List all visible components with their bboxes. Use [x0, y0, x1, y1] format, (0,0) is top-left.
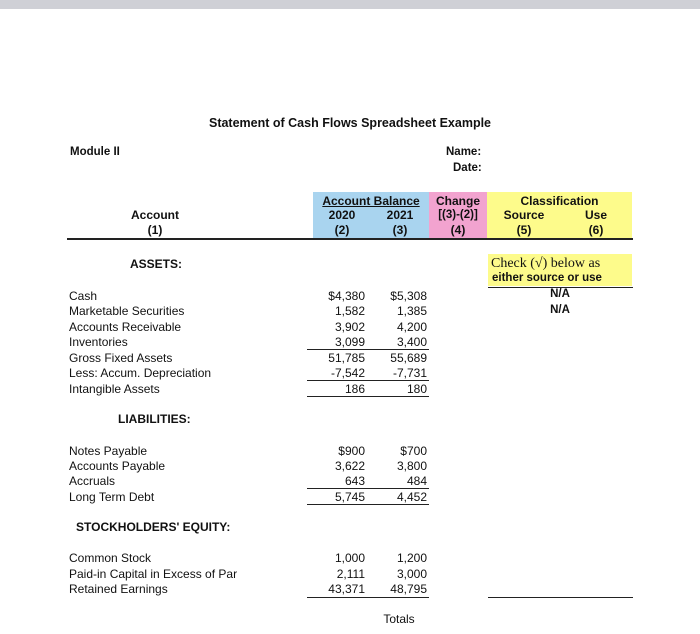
change-header: Change [435, 194, 480, 208]
equity-label: Paid-in Capital in Excess of Par [69, 567, 238, 581]
liability-2020: $900 [338, 444, 365, 458]
liability-label: Accruals [69, 474, 116, 488]
sheet-title: Statement of Cash Flows Spreadsheet Example [208, 116, 492, 130]
liability-2021: 4,452 [396, 490, 427, 504]
asset-label: Cash [69, 289, 98, 303]
asset-label: Inventories [69, 335, 128, 349]
asset-2021: -7,731 [392, 366, 427, 380]
header-divider [67, 238, 633, 240]
asset-2020: 51,785 [328, 351, 365, 365]
asset-2020: -7,542 [330, 366, 365, 380]
asset-2020: 1,582 [334, 304, 365, 318]
equity-2021: 48,795 [390, 582, 427, 596]
asset-2020: $4,380 [328, 289, 365, 303]
asset-2021: 55,689 [390, 351, 427, 365]
equity-total-line [307, 597, 429, 598]
liabilities-total-line [307, 504, 429, 505]
totals-label: Totals [383, 612, 415, 626]
equity-2020: 2,111 [336, 567, 365, 581]
name-label: Name: [446, 146, 482, 158]
liability-label: Accounts Payable [69, 459, 166, 473]
asset-2021: 4,200 [396, 320, 427, 334]
classification-header: Classification [520, 194, 599, 208]
window-top-bar [0, 0, 700, 9]
asset-2020: 186 [344, 382, 365, 396]
check-note-line2: either source or use [492, 272, 602, 284]
classification-total-line [488, 597, 633, 598]
col-2-num: (2) [334, 223, 350, 237]
assets-heading: ASSETS: [130, 257, 183, 271]
liabilities-heading: LIABILITIES: [118, 412, 191, 426]
asset-2021: 3,400 [396, 335, 427, 349]
equity-heading: STOCKHOLDERS' EQUITY: [76, 520, 231, 534]
liability-2020: 5,745 [334, 490, 365, 504]
asset-2020: 3,902 [334, 320, 365, 334]
change-formula: [(3)-(2)] [438, 209, 478, 221]
asset-label: Intangible Assets [69, 382, 160, 396]
cash-classification-na: N/A [550, 288, 570, 300]
asset-2021: 180 [406, 382, 427, 396]
equity-2020: 43,371 [328, 582, 365, 596]
check-note-line1: Check (√) below as [491, 256, 601, 271]
asset-2021: $5,308 [390, 289, 427, 303]
asset-label: Gross Fixed Assets [69, 351, 173, 365]
account-col-num: (1) [147, 223, 163, 237]
asset-2020: 3,099 [334, 335, 365, 349]
asset-label: Marketable Securities [69, 304, 185, 318]
subtotal-line [307, 488, 429, 489]
source-header: Source [503, 208, 545, 222]
year-2020-header: 2020 [328, 208, 356, 222]
col-4-num: (4) [450, 223, 466, 237]
asset-label: Less: Accum. Depreciation [69, 366, 212, 380]
securities-classification-na: N/A [550, 304, 570, 316]
year-2021-header: 2021 [386, 208, 414, 222]
equity-2021: 3,000 [396, 567, 427, 581]
col-5-num: (5) [516, 223, 532, 237]
liability-2020: 643 [344, 474, 365, 488]
liability-label: Notes Payable [69, 444, 148, 458]
col-3-num: (3) [392, 223, 408, 237]
equity-label: Common Stock [69, 551, 152, 565]
liability-2021: $700 [400, 444, 427, 458]
date-label: Date: [453, 162, 482, 174]
asset-label: Accounts Receivable [69, 320, 182, 334]
subtotal-line [307, 380, 429, 381]
equity-2021: 1,200 [396, 551, 427, 565]
col-6-num: (6) [588, 223, 604, 237]
equity-2020: 1,000 [334, 551, 365, 565]
liability-label: Long Term Debt [69, 490, 155, 504]
asset-2021: 1,385 [396, 304, 427, 318]
liability-2020: 3,622 [334, 459, 365, 473]
use-header: Use [584, 208, 607, 222]
liability-2021: 484 [406, 474, 427, 488]
module-label: Module II [70, 146, 120, 158]
account-header: Account [131, 208, 179, 222]
assets-total-line [307, 396, 429, 397]
equity-label: Retained Earnings [69, 582, 168, 596]
subtotal-line [307, 349, 429, 350]
account-balance-header: Account Balance [322, 194, 420, 208]
liability-2021: 3,800 [396, 459, 427, 473]
